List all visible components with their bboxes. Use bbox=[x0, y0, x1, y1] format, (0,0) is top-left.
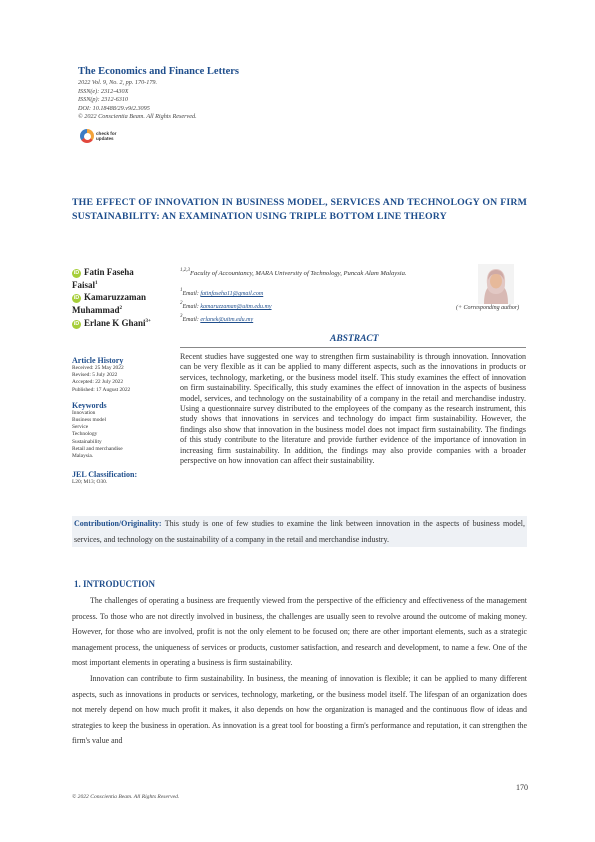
email-line-1: $^1$Email: fatinfaseha11@gmail.com bbox=[180, 288, 264, 297]
orcid-icon[interactable]: iD bbox=[73, 295, 80, 301]
keyword-item: Retail and merchandise bbox=[72, 445, 123, 452]
abstract-text: Recent studies have suggested one way to strengthen firm sustainability is through innovation. Innovation can be very flexible as it can be applied to many different aspects, such as the innovations in products or services, technology, marketing, or the business model itself. This study examines the effect of innovation on firm sustainability. Specifically, this study examines the effect of innovation in the aspects of business model, services, and technology on the sustainability of a company in the retail and merchandise industry. Using a questionnaire survey distributed to the employees of the company as the research instrument, this study shows that innovations in services and technology do impact firm sustainability. However, the findings also show that innovation in the business model does not impact firm sustainability. The findings of this study contribute to the literature and provide further evidence of the importance of innovation in increasing firm sustainability. In addition, the findings may also provide companies with a broader perspective on how innovation can affect their sustainability. bbox=[180, 352, 526, 466]
journal-meta bbox=[78, 79, 197, 122]
keyword-item: Sustainability bbox=[72, 438, 102, 445]
introduction-body bbox=[72, 593, 527, 749]
check-updates-icon bbox=[80, 129, 94, 143]
keywords-heading: Keywords bbox=[72, 400, 107, 410]
introduction-paragraph-2: Innovation can contribute to firm sustainability. In business, the meaning of innovation is flexible; it can be applied to many different aspects, such as innovations in products or services, technology, marketing, or the business model itself. The lifespan of an organization does not merely depend on how much profit it makes, it also depends on how the organization is managed and the continuous flow of ideas and strategies to keep the business in operation. As innovation is a great tool for boosting a firm's performance and reputation, it can strengthen the firm's value and bbox=[72, 673, 527, 746]
abstract-heading: ABSTRACT bbox=[330, 334, 379, 344]
contribution-label: Contribution/Originality: bbox=[74, 519, 162, 528]
journal-issn-e: ISSN(e): 2312-430X bbox=[78, 87, 129, 95]
journal-doi: DOI: 10.18488/29.v9i2.3095 bbox=[78, 104, 150, 112]
history-revised: Revised: 5 July 2022 bbox=[72, 372, 118, 379]
email-link-3[interactable]: erlanek@uitm.edu.my bbox=[200, 317, 254, 324]
history-received: Received: 25 May 2022 bbox=[72, 365, 124, 371]
introduction-paragraph-1: The challenges of operating a business are frequently viewed from the perspective of the efficiency and effectiveness of the management process. To those who are not directly involved in business, the challenges are usually seen to revolve around the outcome of making money. However, for those who are involved, profit is not the only element to be focused on; there are other important elements, such as a strategic management process, the uniqueness of services or products, customer satisfaction, and research and development, to name a few. One of the most important elements in operating a business is firm sustainability. bbox=[72, 596, 527, 668]
keyword-item: Technology bbox=[72, 431, 98, 438]
journal-issn-p: ISSN(p): 2312-6310 bbox=[78, 96, 129, 104]
author-2: iD Kamaruzzaman Muhammad$^2$ bbox=[72, 292, 146, 315]
jel-codes: L20; M13; O30. bbox=[72, 479, 108, 486]
corresponding-author-note: (+ Corresponding author) bbox=[456, 305, 520, 311]
author-photo bbox=[478, 264, 514, 304]
keyword-item: Innovation bbox=[72, 409, 96, 416]
journal-title: The Economics and Finance Letters bbox=[78, 66, 239, 77]
orcid-icon[interactable]: iD bbox=[73, 270, 80, 276]
footer-copyright: © 2022 Conscientia Beam. All Rights Reserved. bbox=[72, 794, 180, 800]
email-line-2: $^2$Email: kamaruzzaman@uitm.edu.my bbox=[180, 301, 272, 311]
contribution-box bbox=[72, 516, 527, 547]
email-link-1[interactable]: fatinfaseha11@gmail.com bbox=[200, 291, 264, 297]
badge-line-1: check for bbox=[96, 130, 117, 136]
author-1: iD Fatin Faseha Faisal$^1$ bbox=[72, 267, 134, 290]
keyword-item: Malaysia. bbox=[72, 453, 94, 460]
article-info-sidebar bbox=[72, 356, 172, 486]
keyword-item: Business model bbox=[72, 417, 106, 424]
jel-heading: JEL Classification: bbox=[72, 470, 138, 480]
email-link-2[interactable]: kamaruzzaman@uitm.edu.my bbox=[200, 304, 272, 311]
contribution-text: This study is one of few studies to examine the link between innovation in the aspects of business model, services, and technology on the sustainability of a company in the retail and merchandise industry. bbox=[74, 519, 525, 544]
author-list bbox=[72, 266, 172, 329]
affiliation: $^{1,2,3}$Faculty of Accountancy, MARA University of Technology, Puncak Alam Malaysia. bbox=[180, 268, 407, 277]
keyword-item: Service bbox=[72, 424, 89, 431]
history-accepted: Accepted: 22 July 2022 bbox=[72, 379, 124, 386]
page-number: 170 bbox=[516, 783, 528, 792]
introduction-heading: 1. INTRODUCTION bbox=[74, 579, 156, 589]
abstract-divider bbox=[180, 347, 526, 348]
journal-copyright: © 2022 Conscientia Beam. All Rights Reserved. bbox=[78, 113, 197, 121]
paper-title: THE EFFECT OF INNOVATION IN BUSINESS MODEL, SERVICES AND TECHNOLOGY ON FIRM SUSTAINABILITY: AN EXAMINATION USING TRIPLE BOTTOM LINE THEORY bbox=[72, 197, 527, 222]
orcid-icon[interactable]: iD bbox=[73, 321, 80, 327]
email-line-3: $^3$Email: erlanek@uitm.edu.my bbox=[180, 314, 254, 324]
author-emails bbox=[180, 286, 272, 326]
author-3: iD Erlane K Ghani$^{3+}$ bbox=[73, 318, 151, 328]
article-history-heading: Article History bbox=[72, 356, 124, 365]
check-for-updates-badge[interactable] bbox=[80, 127, 120, 145]
history-published: Published: 17 August 2022 bbox=[72, 386, 131, 393]
journal-volume: 2022 Vol. 9, No. 2, pp. 170-179. bbox=[78, 79, 158, 86]
badge-line-2: updates bbox=[96, 136, 114, 141]
